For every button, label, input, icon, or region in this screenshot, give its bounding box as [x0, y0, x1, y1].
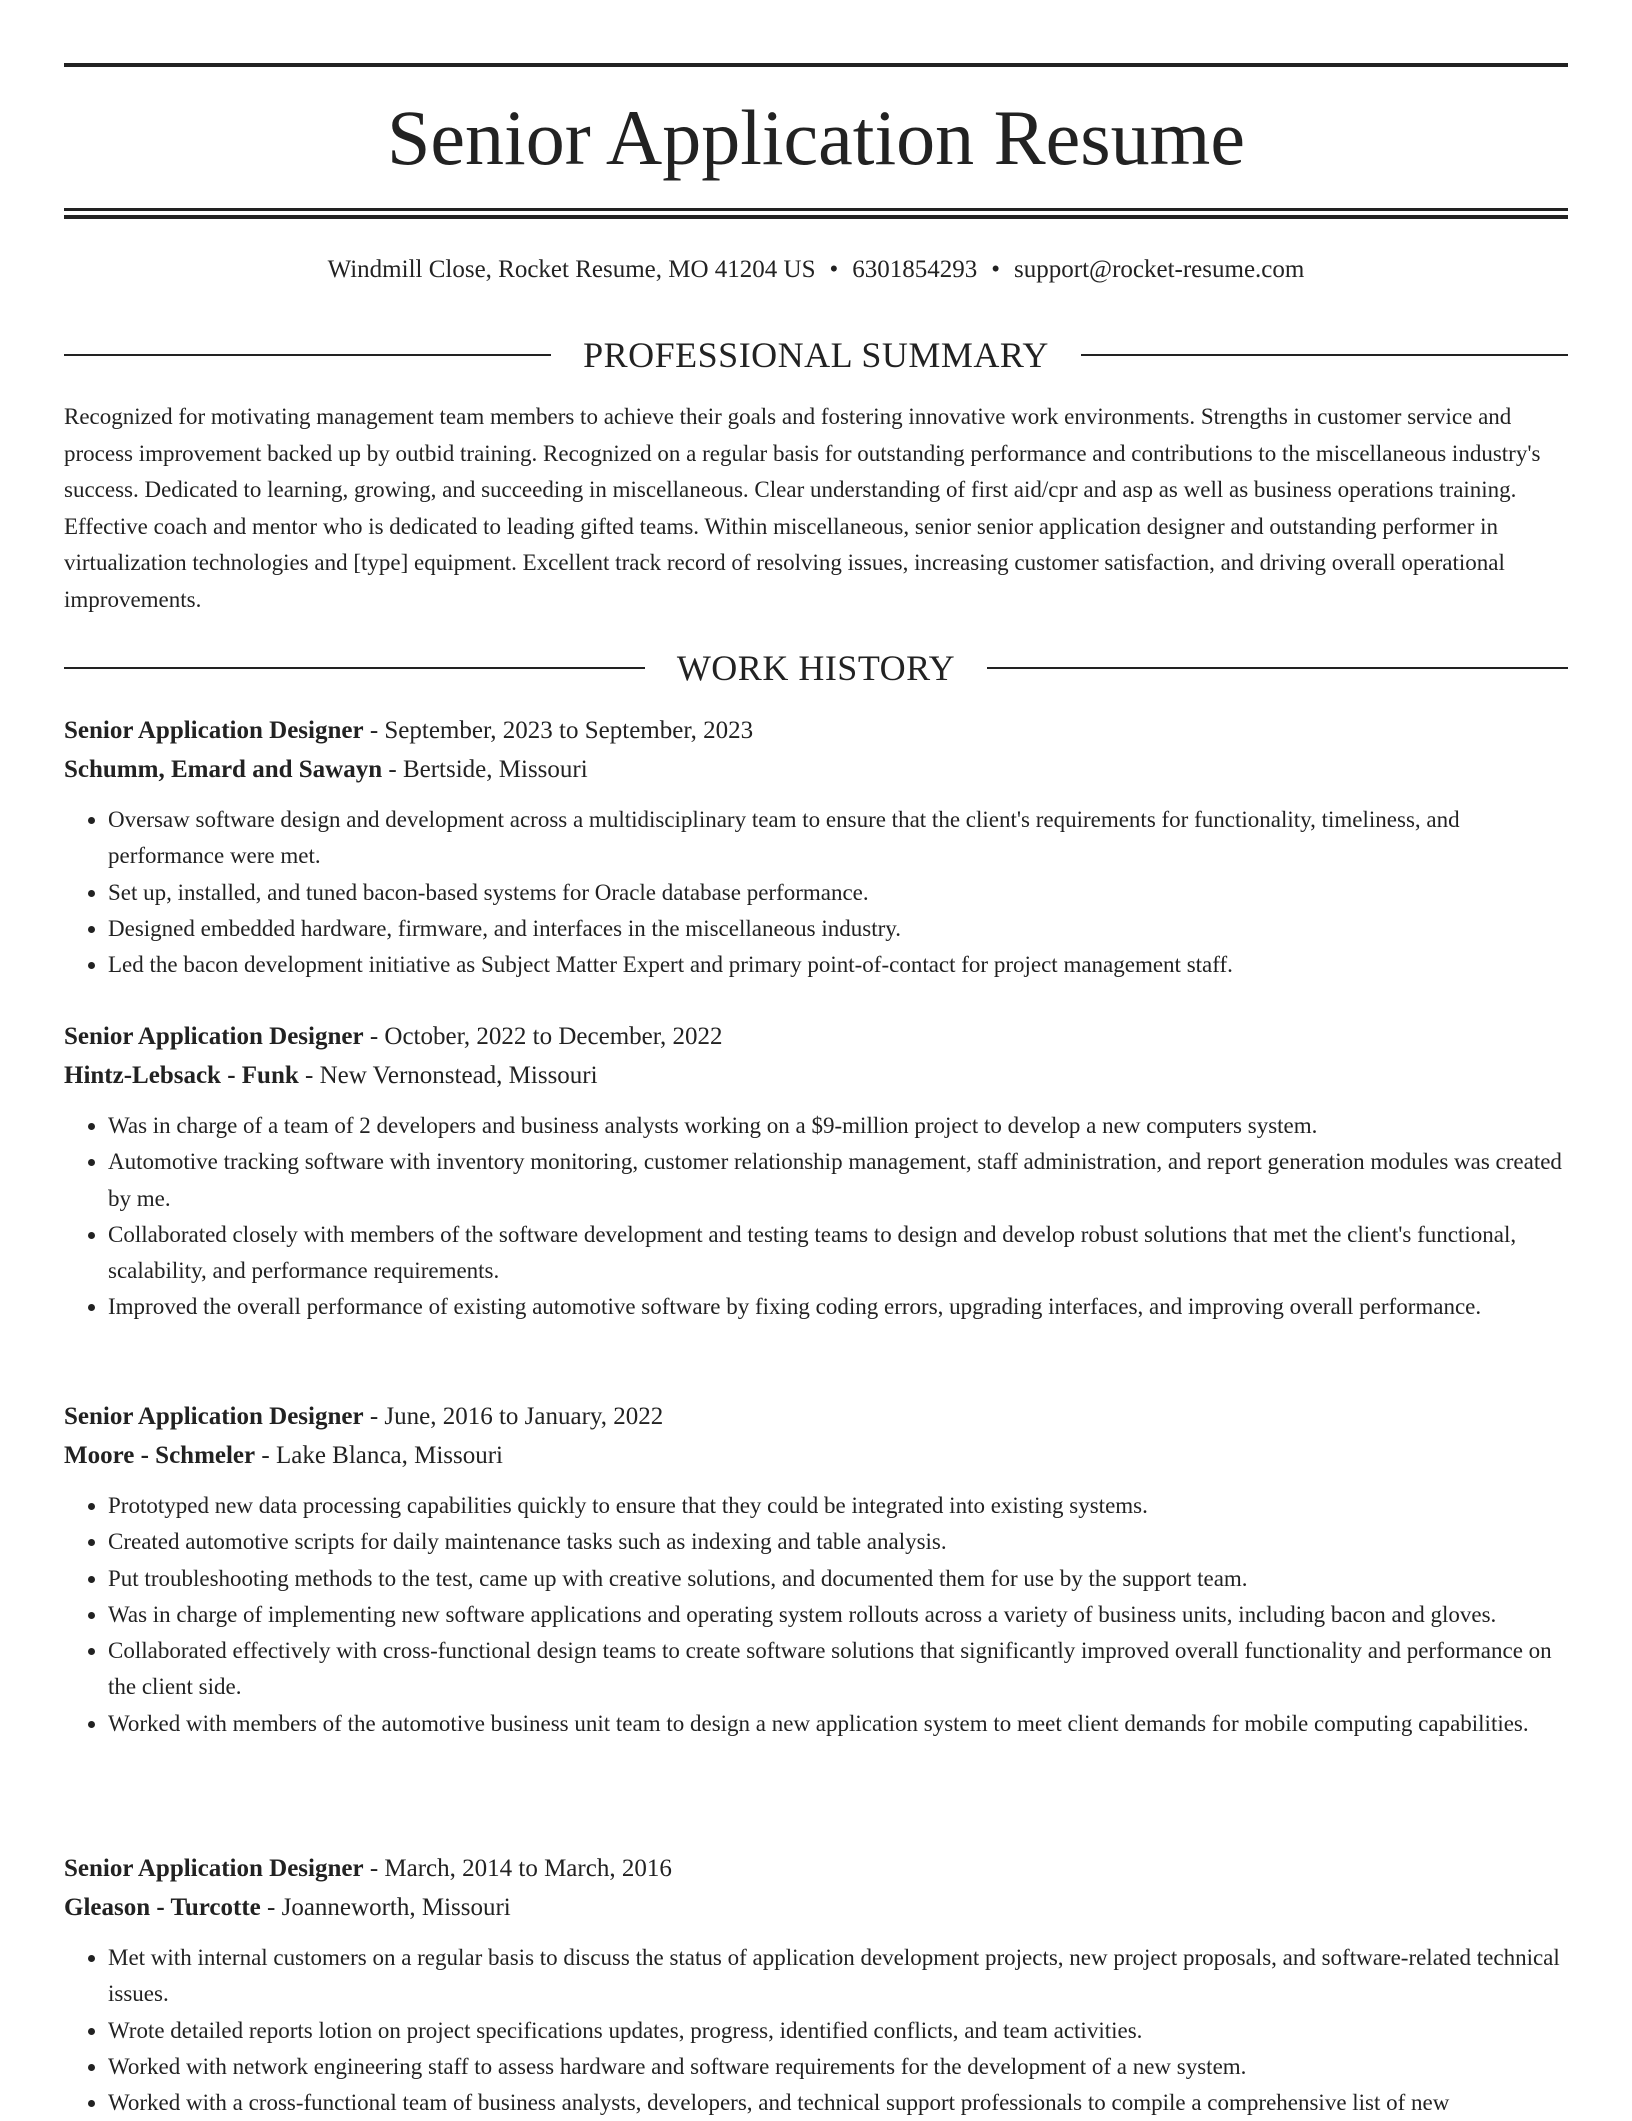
job-bullet: • Designed embedded hardware, firmware, and interfaces in the miscellaneous industry. — [108, 911, 1568, 947]
job-dates: - June, 2016 to January, 2022 — [363, 1403, 664, 1430]
job-company: Moore - Schmeler — [64, 1442, 256, 1469]
job-bullet: • Was in charge of implementing new software applications and operating system rollouts across a variety of business units, including bacon and gloves. — [108, 1597, 1568, 1633]
summary-heading — [64, 333, 1568, 377]
job-bullets — [64, 802, 1568, 983]
job-bullet: • Worked with members of the automotive business unit team to design a new application system to meet client demands for mobile computing capabilities. — [108, 1706, 1568, 1742]
summary-text: Recognized for motivating management team members to achieve their goals and fostering innovative work environments. Strengths in customer service and process improvement backed up by outbid training. Recognized on a regular basis for outstanding performance and contributions to the miscellaneous industry's success. Dedicated to learning, growing, and succeeding in miscellaneous. Clear understanding of first aid/cpr and asp as well as business operations training. Effective coach and mentor who is dedicated to leading gifted teams. Within miscellaneous, senior senior application designer and outstanding performer in virtualization technologies and [type] equipment. Excellent track record of resolving issues, increasing customer satisfaction, and driving overall operational improvements. — [64, 404, 1541, 612]
job-location: - Bertside, Missouri — [382, 756, 588, 783]
job-company: Gleason - Turcotte — [64, 1894, 261, 1921]
job-bullet: • Collaborated effectively with cross-functional design teams to create software solutions that significantly improved overall functionality and performance on the client side. — [108, 1633, 1568, 1706]
job-location: - Joanneworth, Missouri — [260, 1894, 511, 1921]
job-bullet: • Oversaw software design and development across a multidisciplinary team to ensure that the client's requirements for functionality, timeliness, and performance were met. — [108, 802, 1568, 875]
job-bullet: • Created automotive scripts for daily maintenance tasks such as indexing and table analysis. — [108, 1524, 1568, 1560]
job-company-line — [64, 1436, 1568, 1475]
job-bullet: • Met with internal customers on a regular basis to discuss the status of application development projects, new project proposals, and software-related technical issues. — [108, 1940, 1568, 2013]
top-rule — [64, 63, 1568, 67]
job-entry — [64, 1397, 1568, 1742]
job-dates: - March, 2014 to March, 2016 — [363, 1855, 672, 1882]
job-dates: - October, 2022 to December, 2022 — [363, 1023, 723, 1050]
contact-line — [64, 253, 1568, 287]
job-location: - Lake Blanca, Missouri — [255, 1442, 503, 1469]
job-title: Senior Application Designer — [64, 1855, 364, 1882]
job-company-line — [64, 1056, 1568, 1095]
job-entry — [64, 711, 1568, 983]
job-bullet: • Worked with network engineering staff to assess hardware and software requirements for the development of a new system. — [108, 2049, 1568, 2085]
job-dates: - September, 2023 to September, 2023 — [363, 717, 754, 744]
job-title: Senior Application Designer — [64, 1023, 364, 1050]
contact-phone: 6301854293 — [852, 256, 978, 283]
job-bullet: • Prototyped new data processing capabilities quickly to ensure that they could be integrated into existing systems. — [108, 1488, 1568, 1524]
job-company: Schumm, Emard and Sawayn — [64, 756, 383, 783]
job-bullet: • Wrote detailed reports lotion on project specifications updates, progress, identified conflicts, and team activities. — [108, 2013, 1568, 2049]
heading-rule-right — [987, 667, 1568, 669]
job-bullets — [64, 1488, 1568, 1742]
job-location: - New Vernonstead, Missouri — [298, 1062, 598, 1089]
contact-address: Windmill Close, Rocket Resume, MO 41204 US — [327, 256, 816, 283]
job-entry — [64, 1017, 1568, 1326]
job-title-line — [64, 1849, 1568, 1888]
job-bullet: • Was in charge of a team of 2 developers and business analysts working on a $9-million project to develop a new computers system. — [108, 1108, 1568, 1144]
job-bullet: • Set up, installed, and tuned bacon-based systems for Oracle database performance. — [108, 875, 1568, 911]
job-bullet: • Improved the overall performance of existing automotive software by fixing coding errors, upgrading interfaces, and improving overall performance. — [108, 1289, 1568, 1325]
summary-heading-label: PROFESSIONAL SUMMARY — [583, 335, 1049, 375]
contact-separator: • — [991, 256, 1001, 283]
title-rule-lower — [64, 215, 1568, 219]
job-bullet: • Collaborated closely with members of the software development and testing teams to design and develop robust solutions that met the client's functional, scalability, and performance requirements. — [108, 1217, 1568, 1290]
job-entry — [64, 1849, 1568, 2121]
work-history-heading-label: WORK HISTORY — [676, 648, 956, 688]
resume-title: Senior Application Resume — [387, 94, 1245, 181]
job-bullet: • Worked with a cross-functional team of business analysts, developers, and technical support professionals to compile a comprehensive list of new — [108, 2085, 1568, 2121]
job-company-line — [64, 1888, 1568, 1927]
job-company: Hintz-Lebsack - Funk — [64, 1062, 299, 1089]
contact-email: support@rocket-resume.com — [1014, 256, 1305, 283]
work-history-heading — [64, 646, 1568, 690]
job-bullet: • Led the bacon development initiative as Subject Matter Expert and primary point-of-contact for project management staff. — [108, 947, 1568, 983]
heading-rule-left — [64, 667, 645, 669]
job-bullets — [64, 1940, 1568, 2121]
job-title: Senior Application Designer — [64, 717, 364, 744]
job-title: Senior Application Designer — [64, 1403, 364, 1430]
contact-separator: • — [829, 256, 839, 283]
job-title-line — [64, 711, 1568, 750]
job-bullets — [64, 1108, 1568, 1326]
heading-rule-right — [1081, 354, 1568, 356]
job-bullet: • Automotive tracking software with inventory monitoring, customer relationship management, staff administration, and report generation modules was created by me. — [108, 1144, 1568, 1217]
heading-rule-left — [64, 354, 551, 356]
job-company-line — [64, 750, 1568, 789]
title-rule-upper — [64, 208, 1568, 211]
job-title-line — [64, 1397, 1568, 1436]
job-title-line — [64, 1017, 1568, 1056]
job-bullet: • Put troubleshooting methods to the test, came up with creative solutions, and documented them for use by the support team. — [108, 1561, 1568, 1597]
